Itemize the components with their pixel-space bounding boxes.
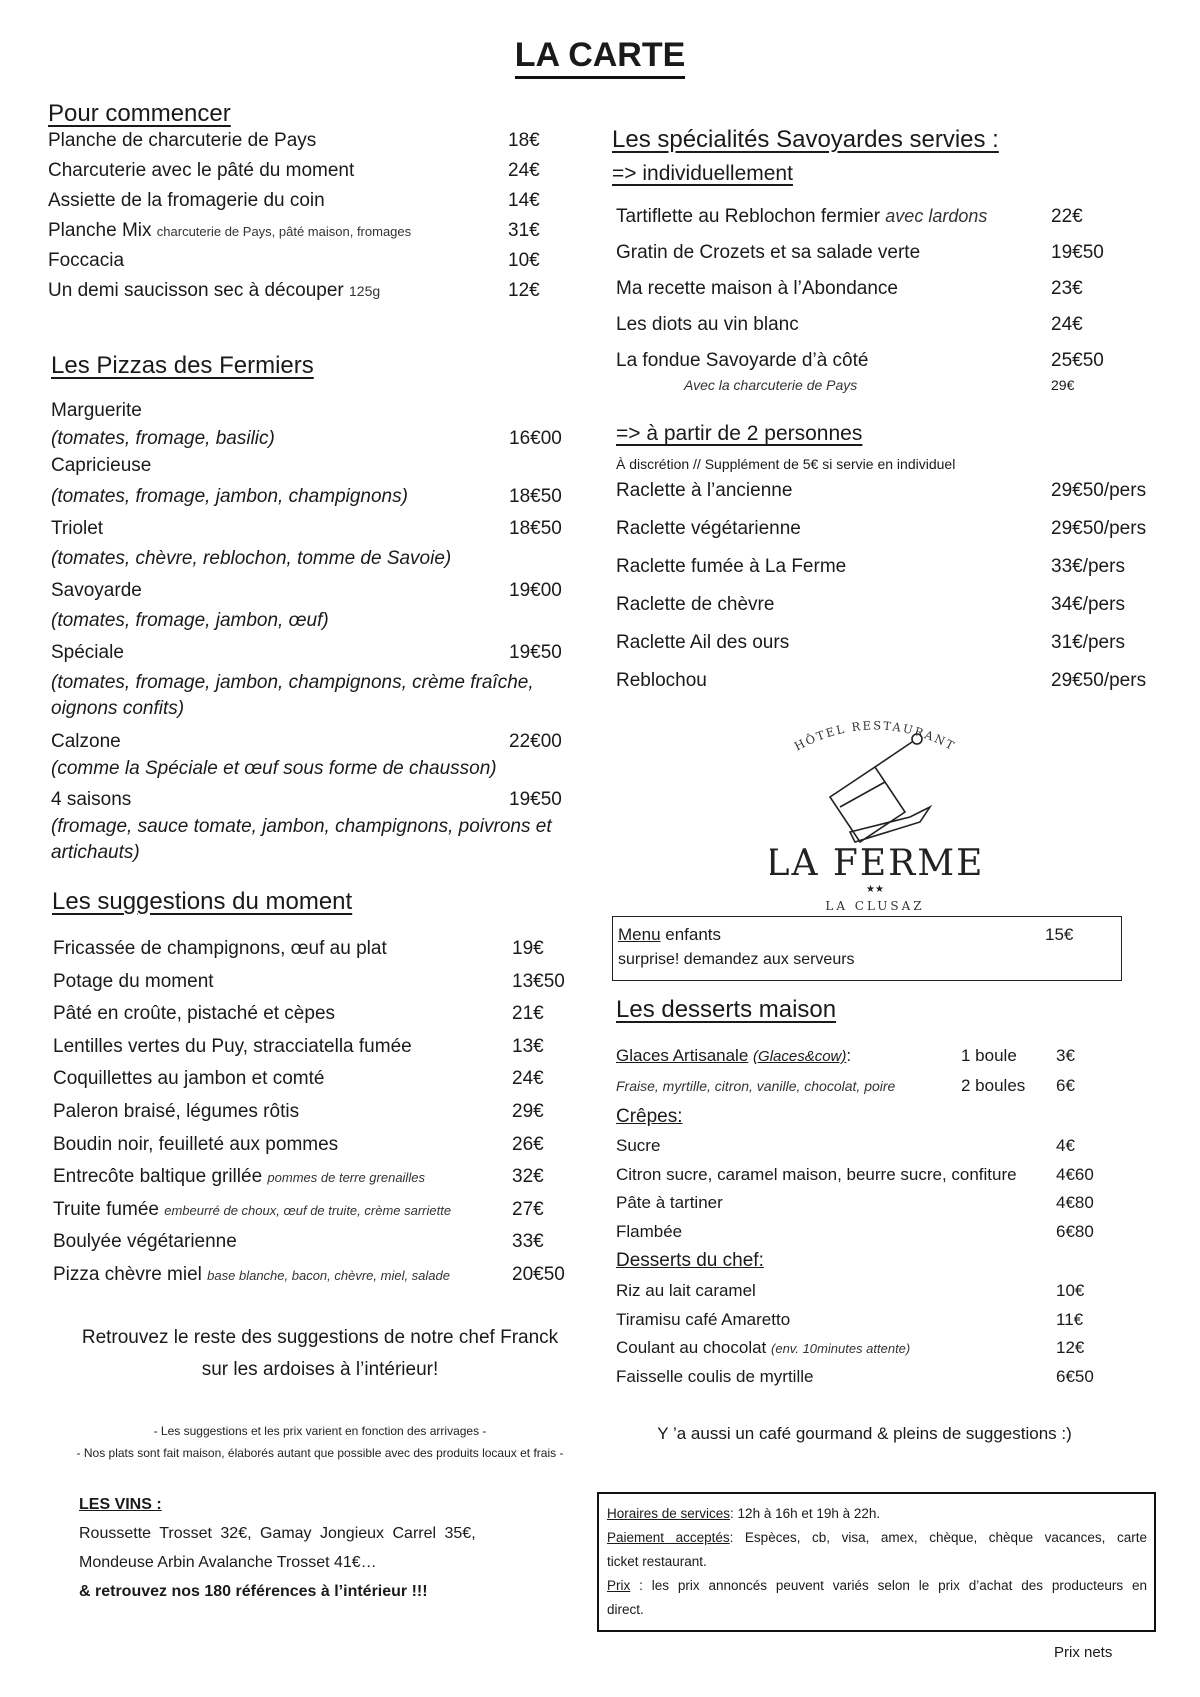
menu-item (53, 1003, 335, 1025)
pizza-desc-2: oignons confits) (51, 698, 185, 719)
crepe-price: 6€80 (1056, 1222, 1094, 1241)
item-price: 19€ (512, 938, 544, 959)
crepe-price: 4€80 (1056, 1193, 1094, 1212)
menu-item (48, 220, 411, 242)
raclette-name: Raclette à l’ancienne (616, 480, 793, 501)
glaces-qty-1: 1 boule (961, 1046, 1017, 1065)
menu-item (616, 350, 868, 372)
crepe-price: 4€ (1056, 1136, 1075, 1155)
pizza-desc: (comme la Spéciale et œuf sous forme de chausson) (51, 758, 497, 779)
item-name: Pâté en croûte, pistaché et cèpes (53, 1003, 336, 1024)
pizza-desc: (tomates, fromage, jambon, champignons, crème fraîche, (51, 672, 534, 693)
menu-item (616, 1281, 756, 1301)
menu-item (53, 1264, 450, 1286)
kids-menu-desc: surprise! demandez aux serveurs (618, 951, 855, 968)
pizza-price: 22€00 (509, 731, 562, 752)
raclette-price: 31€/pers (1051, 632, 1125, 653)
raclette-name: Raclette Ail des ours (616, 632, 790, 653)
crepe-name: Citron sucre, caramel maison, beurre sucre, confiture (616, 1165, 1017, 1184)
prix-line-2: direct. (607, 1602, 644, 1617)
pizza-price: 19€00 (509, 580, 562, 601)
subheading-2-personnes: => à partir de 2 personnes (616, 422, 863, 445)
fondue-extra-price: 29€ (1051, 377, 1075, 393)
item-name: Entrecôte baltique grillée (53, 1166, 263, 1187)
paiement-line: Paiement acceptés: Espèces, cb, visa, amex, chèque, chèque vacances, carte (607, 1530, 1147, 1545)
raclette-name: Reblochou (616, 670, 707, 691)
menu-item (53, 1101, 299, 1123)
menu-item (616, 314, 799, 336)
menu-item (616, 206, 987, 228)
item-note: embeurré de choux, œuf de truite, crème sarriette (164, 1203, 452, 1218)
item-price: 19€50 (1051, 242, 1104, 263)
kids-menu-box (612, 916, 1122, 981)
glaces-label: Glaces Artisanale (Glaces&cow): (616, 1046, 852, 1065)
wine-line-1: Roussette Trosset 32€, Gamay Jongieux Carrel 35€, (79, 1525, 476, 1542)
paiement-line-2: ticket restaurant. (607, 1554, 707, 1569)
glaces-flavors: Fraise, myrtille, citron, vanille, chocolat, poire (616, 1078, 896, 1094)
section-heading-desserts: Les desserts maison (616, 996, 837, 1023)
item-price: 25€50 (1051, 350, 1104, 371)
crepe-name: Sucre (616, 1136, 661, 1155)
item-name: Un demi saucisson sec à découper (48, 280, 344, 301)
pizza-name: Triolet (51, 518, 104, 539)
item-price: 24€ (508, 160, 540, 181)
fondue-extra: Avec la charcuterie de Pays (684, 377, 858, 393)
menu-item (616, 242, 920, 264)
item-name: La fondue Savoyarde d’à côté (616, 350, 869, 371)
horaires-line: Horaires de services: 12h à 16h et 19h à 22h. (607, 1506, 881, 1521)
pizza-price: 18€50 (509, 486, 562, 507)
glaces-qty-2: 2 boules (961, 1076, 1026, 1095)
item-price: 29€ (512, 1101, 544, 1122)
item-price: 10€ (1056, 1281, 1085, 1300)
item-price: 21€ (512, 1003, 544, 1024)
item-name: Ma recette maison à l’Abondance (616, 278, 898, 299)
item-name: Fricassée de champignons, œuf au plat (53, 938, 387, 959)
logo-top-text: HÔTEL RESTAURANT (791, 718, 959, 754)
pizza-desc: (tomates, chèvre, reblochon, tomme de Savoie) (51, 548, 452, 569)
glaces-price-1: 3€ (1056, 1046, 1075, 1065)
item-note: pommes de terre grenailles (267, 1170, 425, 1185)
item-note: base blanche, bacon, chèvre, miel, salade (207, 1268, 450, 1283)
item-name: Gratin de Crozets et sa salade verte (616, 242, 921, 263)
crepe-price: 4€60 (1056, 1165, 1094, 1184)
item-price: 18€ (508, 130, 540, 151)
menu-item (53, 971, 214, 993)
page-title: LA CARTE (0, 36, 1200, 75)
subheading-individuel: => individuellement (612, 162, 793, 185)
menu-item (53, 1134, 338, 1156)
menu-item (53, 1068, 324, 1090)
item-name: Coulant au chocolat (616, 1338, 767, 1357)
menu-item (48, 250, 124, 272)
item-price: 13€50 (512, 971, 565, 992)
pizza-price: 19€50 (509, 642, 562, 663)
pizza-price: 16€00 (509, 428, 562, 449)
glaces-price-2: 6€ (1056, 1076, 1075, 1095)
section-heading-suggestions: Les suggestions du moment (52, 888, 353, 915)
item-name: Truite fumée (53, 1199, 159, 1220)
pizza-price: 19€50 (509, 789, 562, 810)
crepes-heading: Crêpes: (616, 1106, 683, 1127)
raclette-name: Raclette végétarienne (616, 518, 801, 539)
raclette-price: 33€/pers (1051, 556, 1125, 577)
section-heading-pizzas: Les Pizzas des Fermiers (51, 352, 314, 379)
menu-item (48, 130, 316, 152)
raclette-price: 29€50/pers (1051, 480, 1147, 501)
info-box (597, 1492, 1156, 1632)
info-text (607, 1502, 1147, 1622)
item-price: 14€ (508, 190, 540, 211)
item-name: Assiette de la fromagerie du coin (48, 190, 325, 211)
item-name: Les diots au vin blanc (616, 314, 799, 335)
pizza-name: Marguerite (51, 400, 142, 421)
wine-heading: LES VINS : (79, 1496, 162, 1513)
item-price: 11€ (1056, 1310, 1084, 1329)
kids-menu-price: 15€ (1045, 925, 1074, 944)
pizza-price: 18€50 (509, 518, 562, 539)
menu-item (616, 1338, 910, 1358)
item-price: 27€ (512, 1199, 544, 1220)
item-name: Tartiflette au Reblochon fermier (616, 206, 881, 227)
pizza-desc: (tomates, fromage, jambon, champignons) (51, 486, 408, 507)
item-price: 12€ (1056, 1338, 1085, 1357)
item-name: Charcuterie avec le pâté du moment (48, 160, 355, 181)
wine-section (79, 1490, 539, 1606)
item-price: 12€ (508, 280, 540, 301)
menu-item (616, 1367, 813, 1387)
item-note: 125g (349, 283, 381, 299)
menu-item (616, 1310, 790, 1330)
section-heading-commencer: Pour commencer (48, 100, 231, 127)
raclette-note: À discrétion // Supplément de 5€ si servie en individuel (616, 456, 956, 472)
item-note: avec lardons (885, 206, 988, 226)
chef-desserts-heading: Desserts du chef: (616, 1250, 764, 1271)
sourcing-notes: - Les suggestions et les prix varient en fonction des arrivages - - Nos plats sont fait maison, élaborés autant que possible avec des produits locaux et frais - (76, 1424, 564, 1460)
menu-item (53, 1166, 425, 1188)
item-price: 23€ (1051, 278, 1083, 299)
item-name: Planche de charcuterie de Pays (48, 130, 317, 151)
restaurant-logo (770, 712, 980, 912)
section-heading-savoyardes: Les spécialités Savoyardes servies : (612, 126, 999, 153)
item-name: Planche Mix (48, 220, 152, 241)
menu-item (53, 1036, 412, 1058)
logo-stars: ★★ (866, 884, 884, 895)
pizza-desc: (tomates, fromage, basilic) (51, 428, 275, 449)
svg-text:HÔTEL RESTAURANT (792, 718, 958, 753)
raclette-name: Raclette de chèvre (616, 594, 775, 615)
item-name: Boulyée végétarienne (53, 1231, 237, 1252)
item-name: Faisselle coulis de myrtille (616, 1367, 814, 1386)
item-price: 24€ (512, 1068, 544, 1089)
item-name: Potage du moment (53, 971, 214, 992)
logo-emblem-icon (770, 712, 980, 912)
item-note: charcuterie de Pays, pâté maison, fromages (156, 224, 412, 239)
menu-item (53, 938, 387, 960)
menu-item (48, 160, 354, 182)
raclette-price: 34€/pers (1051, 594, 1125, 615)
item-price: 32€ (512, 1166, 544, 1187)
pizza-name: Calzone (51, 731, 121, 752)
prix-line: Prix : les prix annoncés peuvent variés selon le prix d’achat des producteurs en (607, 1578, 1147, 1593)
item-name: Coquillettes au jambon et comté (53, 1068, 325, 1089)
pizza-name: 4 saisons (51, 789, 132, 810)
logo-name: LA FERME (770, 843, 980, 884)
raclette-price: 29€50/pers (1051, 518, 1147, 539)
suggestions-footer: Retrouvez le reste des suggestions de notre chef Franck sur les ardoises à l’intérieur! (81, 1327, 559, 1380)
item-price: 20€50 (512, 1264, 565, 1285)
kids-menu-label: Menu enfants (618, 925, 722, 944)
item-price: 26€ (512, 1134, 544, 1155)
pizza-name: Capricieuse (51, 455, 152, 476)
item-price: 24€ (1051, 314, 1083, 335)
pizza-name: Savoyarde (51, 580, 142, 601)
item-price: 33€ (512, 1231, 544, 1252)
raclette-price: 29€50/pers (1051, 670, 1147, 691)
menu-item (48, 280, 380, 302)
desserts-footer: Y ’a aussi un café gourmand & pleins de suggestions :) (657, 1424, 1072, 1443)
crepe-name: Pâte à tartiner (616, 1193, 723, 1212)
menu-item (48, 190, 325, 212)
item-note: (env. 10minutes attente) (771, 1341, 911, 1356)
pizza-desc: (fromage, sauce tomate, jambon, champignons, poivrons et (51, 816, 552, 837)
logo-place: LA CLUSAZ (825, 899, 925, 912)
item-name: Boudin noir, feuilleté aux pommes (53, 1134, 339, 1155)
item-name: Riz au lait caramel (616, 1281, 756, 1300)
item-price: 6€50 (1056, 1367, 1094, 1386)
item-price: 10€ (508, 250, 540, 271)
pizza-desc: (tomates, fromage, jambon, œuf) (51, 610, 329, 631)
wine-line-2: Mondeuse Arbin Avalanche Trosset 41€… (79, 1554, 377, 1571)
menu-item (53, 1199, 451, 1221)
item-name: Pizza chèvre miel (53, 1264, 202, 1285)
menu-item (616, 278, 898, 300)
menu-item (53, 1231, 237, 1253)
item-price: 22€ (1051, 206, 1083, 227)
pizza-name: Spéciale (51, 642, 124, 663)
prix-nets: Prix nets (1054, 1644, 1113, 1661)
item-name: Tiramisu café Amaretto (616, 1310, 791, 1329)
item-name: Paleron braisé, légumes rôtis (53, 1101, 300, 1122)
item-name: Lentilles vertes du Puy, stracciatella fumée (53, 1036, 412, 1057)
item-price: 31€ (508, 220, 540, 241)
crepe-name: Flambée (616, 1222, 683, 1241)
pizza-desc-2: artichauts) (51, 842, 140, 863)
item-price: 13€ (512, 1036, 544, 1057)
wine-line-3: & retrouvez nos 180 références à l’intérieur !!! (79, 1583, 428, 1600)
raclette-name: Raclette fumée à La Ferme (616, 556, 847, 577)
item-name: Foccacia (48, 250, 125, 271)
